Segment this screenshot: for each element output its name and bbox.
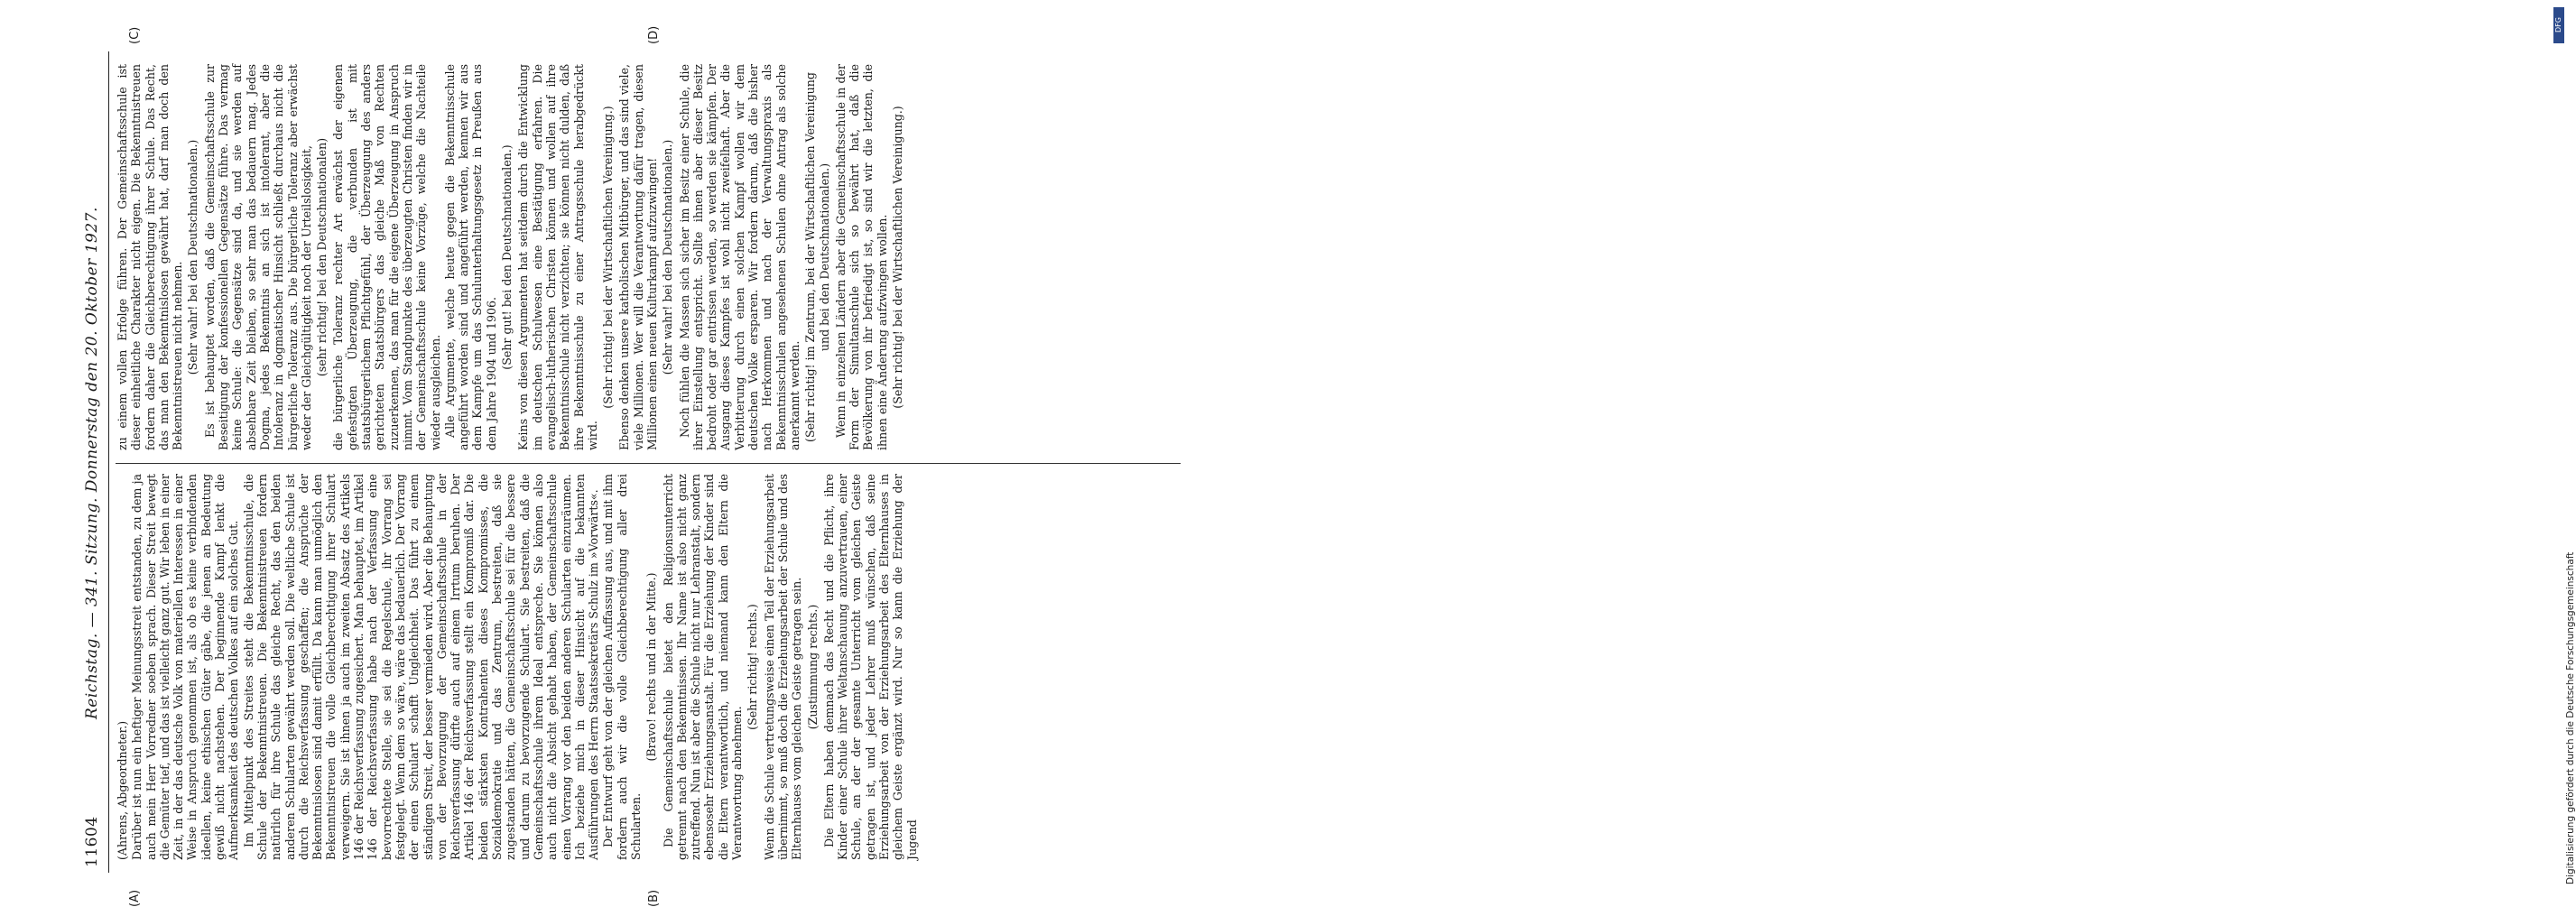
- paragraph: zu einem vollen Erfolge führen. Der Gemeinschaftsschule ist dieser einheitliche Charakter nicht eigen. Die Bekenntnistreuen fordern daher die Gleichberechtigung ihrer Schule. Das Recht, das man den Bekenntnislosen gewährt hat, darf man doch den Bekenntnistreuen nicht nehmen.: [116, 64, 185, 450]
- interjection: (Sehr richtig! rechts.): [746, 604, 760, 730]
- paragraph: Die Gemeinschaftsschule bietet den Religionsunterricht getrennt nach den Bekenntnissen. Ihr Name ist also nicht ganz zutreffend. Nun ist aber die Schule nicht nur Lehranstalt, sondern ebensosehr Erziehungsanstalt. Für die Erziehung der Kinder sind die Eltern verantwortlich, und niemand kann den Eltern die Verantwortung abnehmen.: [661, 474, 745, 860]
- interjection: (Sehr richtig! bei der Wirtschaftlichen Vereinigung.): [891, 106, 905, 409]
- paragraph: (Ahrens, Abgeordneter.): [116, 720, 129, 860]
- margin-marker-c: (C): [128, 26, 142, 44]
- paragraph: Ebenso denken unsere katholischen Mitbürger, und das sind viele, viele Millionen. Wer will die Verantwortung dafür tragen, diesen Millionen einen neuen Kulturkampf aufzuzwingen!: [617, 64, 659, 450]
- interjection: (Sehr richtig! im Zentrum, bei der Wirtschaftlichen Vereinigung und bei den Deutschnationalen.): [803, 72, 831, 442]
- page-header: [72, 51, 109, 873]
- interjection: (Sehr richtig! bei der Wirtschaftlichen Vereinigung.): [601, 106, 616, 409]
- paragraph: die bürgerliche Toleranz rechter Art erwächst der eigenen gefestigten Überzeugung, die verbunden ist mit staatsbürgerlichem Pflichtgefühl, der Überzeugung des anders gerichteten Staatsbürgers das gleiche Maß von Rechten zuzuerkennen, das man für die eigene Überzeugung in Anspruch nimmt. Vom Standpunkte des überzeugten Christen finden wir in der Gemeinschaftsschule keine Vorzüge, welche die Nachteile wieder ausgleichen.: [331, 64, 442, 450]
- right-text-column: [116, 64, 1181, 450]
- paragraph: Der Entwurf geht von der gleichen Auffassung aus, und mit ihm fordern auch wir die volle Gleichberechtigung aller drei Schularten.: [601, 474, 643, 860]
- margin-marker-b: (B): [647, 889, 661, 907]
- paragraph: Keins von diesen Argumenten hat seitdem durch die Entwicklung im deutschen Schulwesen eine Bestätigung erfahren. Die evangelisch-lutherischen Christen können und wollen auf ihre Bekenntnisschule nicht verzichten; sie können nicht dulden, daß ihre Bekenntnisschule zu einer Antragsschule herabgedrückt wird.: [516, 64, 599, 450]
- paragraph: Im Mittelpunkt des Streites steht die Bekenntnisschule, die Schule der Bekenntnistreuen. Die Bekenntnistreuen fordern natürlich für ihre Schule das gleiche Recht, das den beiden anderen Schularten gewährt werden soll. Die weltliche Schule ist durch die Reichsverfassung geschaffen; die Ansprüche der Bekenntnislosen sind damit erfüllt. Da kann man unmöglich den Bekenntnistreuen die volle Gleichberechtigung ihrer Schulart verweigern. Sie ist ihnen ja auch im zweiten Absatz des Artikels 146 der Reichsverfassung zugesichert. Man behauptet, im Artikel 146 der Reichsverfassung habe nach der Verfassung eine bevorrechtete Stelle, sie sei die Regelschule, ihr Vorrang sei festgelegt. Wenn dem so wäre, wäre das bedauerlich. Der Vorrang der einen Schulart schafft Ungleichheit. Das führt zu einem ständigen Streit, der besser vermieden wird. Aber die Behauptung von der Bevorzugung der Gemeinschaftsschule in der Reichsverfassung dürfte auch auf einem Irrtum beruhen. Der Artikel 146 der Reichsverfassung stellt ein Kompromiß dar. Die beiden stärksten Kontrahenten dieses Kompromisses, die Sozialdemokratie und das Zentrum, bestreiten, daß sie zugestanden hätten, die Gemeinschaftsschule sei für die bessere und darum zu bevorzugende Schulart. Sie bestreiten, daß die Gemeinschaftsschule ihrem Ideal entspreche. Sie können also auch nicht die Absicht gehabt haben, der Gemeinschaftsschule einen Vorrang vor den beiden anderen Schularten einzuräumen. Ich beziehe mich in dieser Hinsicht auf die bekannten Ausführungen des Herrn Staatssekretärs Schulz im »Vorwärts«.: [241, 474, 601, 860]
- paragraph: Alle Argumente, welche heute gegen die Bekenntnisschule angeführt worden sind und angeführt werden, kennen wir aus dem Kampfe um das Schulunterhaltungsgesetz in Preußen aus dem Jahre 1904 und 1906.: [442, 64, 498, 450]
- interjection: (Zustimmung rechts.): [805, 604, 820, 730]
- interjection: (Sehr wahr! bei den Deutschnationalen.): [661, 139, 675, 375]
- digitization-credit: Digitalisierung gefördert durch die Deutsche Forschungsgemeinschaft: [2565, 551, 2576, 884]
- interjection: (Bravo! rechts und in der Mitte.): [644, 572, 659, 762]
- interjection: (Sehr gut! bei den Deutschnationalen.): [500, 144, 514, 370]
- paragraph: Es ist behauptet worden, daß die Gemeinschaftsschule zur Beseitigung der konfessionellen Gegensätze führe. Das vermag keine Schule: die Gegensätze sind da, und sie werden auf absehbare Zeit bleiben, so sehr man das bedauern mag. Jedes Dogma, jedes Bekenntnis an sich ist intolerant, aber die Intoleranz in dogmatischer Hinsicht schließt durchaus nicht die bürgerliche Toleranz aus. Die bürgerliche Toleranz aber erwächst weder der Gleichgültigkeit noch der Urteilslosigkeit,: [202, 64, 313, 450]
- rotated-page: [65, 25, 1191, 907]
- paragraph: Darüber ist nun ein heftiger Meinungsstreit entstanden, zu dem ja auch mein Herr Vorredner soeben sprach. Dieser Streit bewegt die Gemüter tief, und das ist vielleicht ganz gut. Wir leben in einer Zeit, in der das deutsche Volk von materiellen Interessen in einer Weise in Anspruch genommen ist, als ob es keine verbindenden ideellen, keine ethischen Güter gäbe, die jenen an Bedeutung gewiß nicht nachstehen. Der beginnende Kampf lenkt die Aufmerksamkeit des deutschen Volkes auf ein solches Gut.: [130, 474, 241, 860]
- running-head: Reichstag. — 341. Sitzung. Donnerstag den 20. Oktober 1927.: [83, 207, 101, 719]
- column-divider: [116, 463, 1181, 464]
- digitization-credit-strip: [1273, 0, 2576, 902]
- page-number: 11604: [83, 816, 101, 867]
- paragraph: Noch fühlen die Massen sich sicher im Besitz einer Schule, die ihrer Einstellung entspricht. Sollte ihnen aber dieser Besitz bedroht oder gar entrissen werden, so werden sie kämpfen. Der Ausgang dieses Kampfes ist wohl nicht zweifelhaft. Aber die Verbitterung durch einen solchen Kampf wollen wir dem deutschen Volke ersparen. Wir fordern darum, daß die bisher nach Herkommen und nach der Verwaltungspraxis als Bekenntnisschulen angesehenen Schulen ohne Antrag als solche anerkannt werden.: [677, 64, 802, 450]
- dfg-logo: DFG: [2553, 7, 2564, 43]
- paragraph: Die Eltern haben demnach das Recht und die Pflicht, ihre Kinder einer Schule ihrer Weltanschauung anzuvertrauen, einer Schule, an der der gesamte Unterricht vom gleichen Geiste getragen ist, und jeder Lehrer muß wünschen, daß seine Erziehungsarbeit von der Erziehungsarbeit des Elternhauses in gleichem Geiste ergänzt wird. Nur so kann die Erziehung der Jugend: [821, 474, 919, 860]
- paragraph: Wenn in einzelnen Ländern aber die Gemeinschaftsschule in der Form der Simultanschule sich so bewährt hat, daß die Bevölkerung von ihr befriedigt ist, so sind wir die letzten, die ihnen eine Änderung aufzwingen wollen.: [833, 64, 889, 450]
- interjection: (Sehr wahr! bei den Deutschnationalen.): [186, 139, 200, 375]
- left-text-column: [116, 474, 1181, 860]
- margin-marker-d: (D): [647, 25, 661, 44]
- paragraph: Wenn die Schule vertretungsweise einen Teil der Erziehungsarbeit übernimmt, so muß doch die Erziehungsarbeit der Schule und des Elternhauses vom gleichen Geiste getragen sein.: [762, 474, 804, 860]
- margin-marker-a: (A): [128, 889, 142, 907]
- interjection: (sehr richtig! bei den Deutschnationalen): [315, 137, 329, 377]
